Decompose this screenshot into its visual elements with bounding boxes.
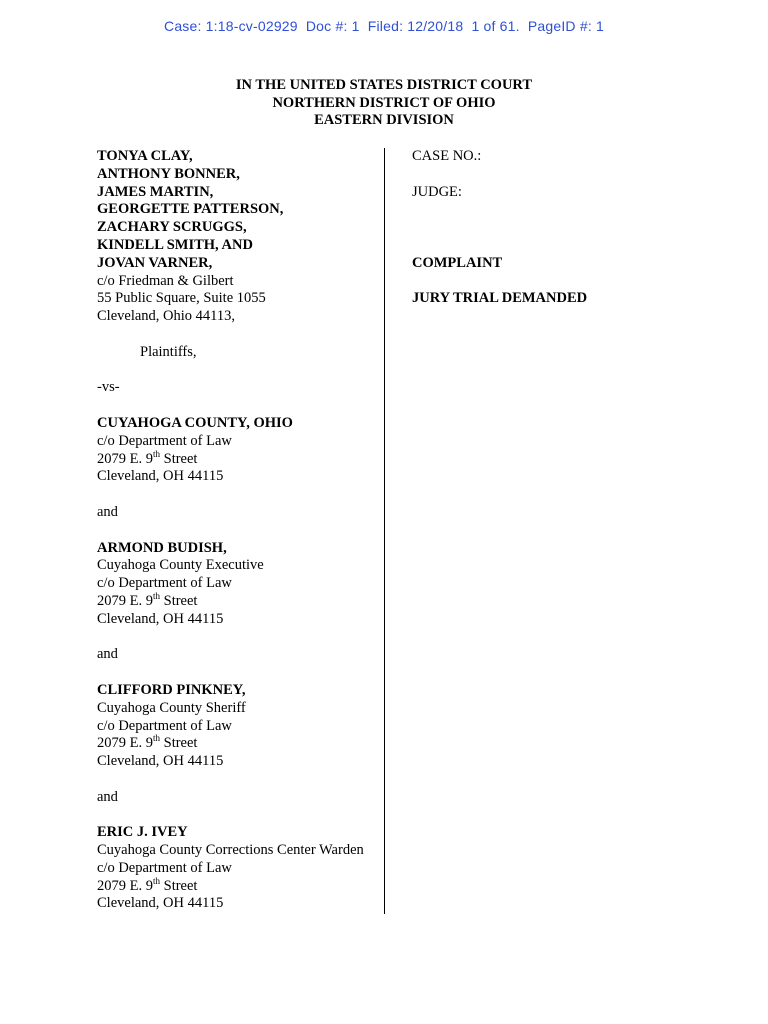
defendant-name: ARMOND BUDISH,: [97, 539, 227, 556]
plaintiffs-label: Plaintiffs,: [140, 343, 197, 360]
plaintiff-address-line: c/o Friedman & Gilbert: [97, 272, 234, 289]
stamp-pageid: PageID #: 1: [527, 18, 604, 34]
court-line-3: EASTERN DIVISION: [314, 112, 454, 128]
caption-divider: [384, 148, 385, 914]
defendant-care-of: c/o Department of Law: [97, 859, 232, 876]
parties-column: [97, 148, 382, 913]
stamp-doc: Doc #: 1: [305, 18, 360, 34]
plaintiff-name: TONYA CLAY,: [97, 148, 193, 164]
stamp-filed: Filed: 12/20/18: [367, 18, 464, 34]
defendant-city: Cleveland, OH 44115: [97, 753, 224, 770]
plaintiff-address-line: 55 Public Square, Suite 1055: [97, 290, 266, 307]
court-caption: [0, 77, 768, 130]
plaintiff-name: JAMES MARTIN,: [97, 183, 214, 200]
defendant-block: [97, 415, 382, 540]
pacer-header-stamp: [0, 18, 768, 34]
defendant-name: ERIC J. IVEY: [97, 824, 188, 841]
defendant-city: Cleveland, OH 44115: [97, 468, 224, 485]
defendant-city: Cleveland, OH 44115: [97, 610, 224, 627]
versus-label: -vs-: [97, 379, 120, 396]
defendant-street: 2079 E. 9th Street: [97, 448, 198, 467]
stamp-pages: 1 of 61.: [471, 18, 520, 34]
plaintiffs-block: [97, 148, 382, 415]
defendant-block: [97, 824, 382, 913]
jury-demand: JURY TRIAL DEMANDED: [412, 290, 588, 307]
plaintiff-name: ZACHARY SCRUGGS,: [97, 219, 247, 236]
defendant-block: [97, 682, 382, 824]
defendant-street: 2079 E. 9th Street: [97, 875, 198, 894]
case-info-column: [412, 148, 712, 308]
defendant-care-of: c/o Department of Law: [97, 432, 232, 449]
defendant-care-of: c/o Department of Law: [97, 575, 232, 592]
defendant-city: Cleveland, OH 44115: [97, 895, 224, 912]
complaint-title: COMPLAINT: [412, 254, 503, 271]
case-number-label: CASE NO.:: [412, 148, 482, 164]
conjunction-and: and: [97, 646, 118, 663]
conjunction-and: and: [97, 788, 118, 805]
plaintiff-address-line: Cleveland, Ohio 44113,: [97, 308, 235, 325]
plaintiff-name: JOVAN VARNER,: [97, 254, 213, 271]
court-line-1: IN THE UNITED STATES DISTRICT COURT: [235, 77, 533, 93]
defendant-care-of: c/o Department of Law: [97, 717, 232, 734]
judge-label: JUDGE:: [412, 183, 462, 200]
defendant-title: Cuyahoga County Corrections Center Warden: [97, 842, 364, 859]
plaintiff-name: ANTHONY BONNER,: [97, 165, 240, 182]
defendant-name: CLIFFORD PINKNEY,: [97, 681, 246, 698]
conjunction-and: and: [97, 503, 118, 520]
defendant-street: 2079 E. 9th Street: [97, 591, 198, 609]
defendant-block: [97, 540, 382, 682]
court-line-2: NORTHERN DISTRICT OF OHIO: [272, 94, 496, 111]
plaintiff-name: GEORGETTE PATTERSON,: [97, 201, 284, 218]
defendant-street: 2079 E. 9th Street: [97, 733, 198, 752]
plaintiff-name: KINDELL SMITH, AND: [97, 236, 253, 253]
stamp-case: Case: 1:18-cv-02929: [164, 18, 298, 34]
defendant-title: Cuyahoga County Executive: [97, 557, 264, 574]
defendant-title: Cuyahoga County Sheriff: [97, 699, 246, 716]
defendant-name: CUYAHOGA COUNTY, OHIO: [97, 414, 293, 431]
